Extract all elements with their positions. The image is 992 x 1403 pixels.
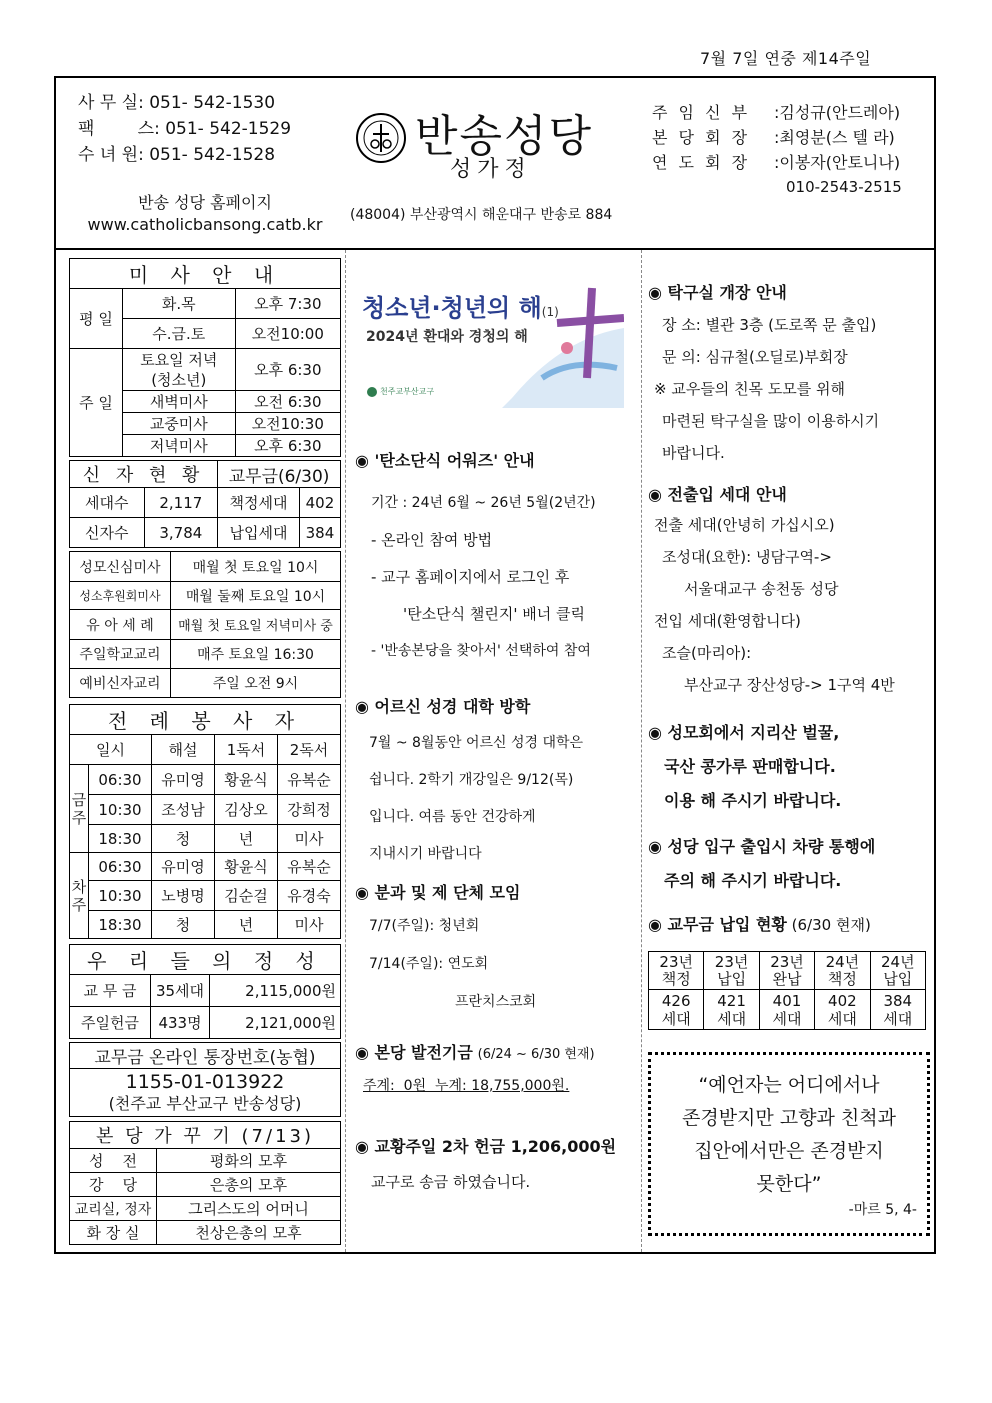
liturgy-person: 유경숙 [278, 881, 341, 911]
offering-amount: 2,121,000원 [210, 1007, 341, 1039]
elder-line: 지내시기 바랍니다 [369, 846, 482, 862]
banner-sup: (1) [541, 305, 559, 319]
traffic-line: 주의 해 주시기 바랍니다. [664, 871, 842, 890]
account-box [69, 1042, 341, 1117]
homepage-block [70, 192, 340, 236]
liturgy-person: 황윤식 [215, 765, 278, 795]
liturgy-person: 강희정 [278, 795, 341, 825]
office-phone: 사 무 실: 051- 542-1530 [78, 93, 276, 113]
pingpong-line: 바랍니다. [662, 444, 725, 462]
liturgy-person: 노병명 [152, 881, 215, 911]
fund-heading [355, 1040, 637, 1063]
cleaning-heading: 본 당 가 꾸 기 (7/13) [70, 1122, 341, 1149]
liturgy-time: 10:30 [89, 881, 152, 911]
liturgy-person: 김순걸 [215, 881, 278, 911]
youth-year-banner [362, 268, 624, 408]
parish-title: 반송성당 [415, 111, 594, 162]
liturgy-person: 년 [215, 825, 278, 853]
mass-day: 새벽미사 [123, 391, 236, 413]
staff-name: :이봉자(안토니나) [774, 153, 901, 172]
convent-phone: 수 녀 원: 051- 542-1528 [78, 145, 276, 165]
liturgy-time: 06:30 [89, 853, 152, 881]
pope-notice [355, 1132, 637, 1192]
liturgy-person: 황윤식 [215, 853, 278, 881]
mass-time: 오후 6:30 [235, 435, 340, 457]
members-label: 납입세대 [218, 518, 300, 548]
cleaning-group: 그리스도의 어머니 [157, 1197, 341, 1221]
dues-col: 23년 완납 [759, 952, 814, 990]
carbon-line: - 온라인 참여 방법 [371, 531, 493, 549]
offering-name: 주일헌금 [70, 1007, 151, 1039]
quote-line: 집안에서만은 존경받지 [694, 1140, 884, 1162]
liturgy-person: 년 [215, 911, 278, 939]
moves-line: 부산교구 장산성당-> 1구역 4반 [684, 676, 895, 694]
staff-role: 연 도 회 장 [652, 153, 751, 172]
contact-block [78, 90, 291, 168]
carbon-heading: ◉ '탄소단식 어워즈' 안내 [355, 451, 535, 470]
offering-table [69, 944, 341, 1039]
staff-row [652, 100, 900, 125]
groups-line: 7/7(주일): 청년회 [369, 918, 480, 934]
liturgy-person: 유복순 [278, 765, 341, 795]
dues-val: 401 세대 [759, 990, 814, 1030]
event-time: 매월 둘째 토요일 10시 [171, 582, 341, 610]
liturgy-table [69, 704, 341, 939]
pingpong-heading: ◉ 탁구실 개장 안내 [648, 283, 787, 302]
liturgy-person: 미사 [278, 825, 341, 853]
members-value: 402 [299, 488, 340, 518]
event-time: 주일 오전 9시 [171, 669, 341, 698]
cleaning-place: 성 전 [70, 1149, 157, 1173]
liturgy-person: 김상오 [215, 795, 278, 825]
liturgy-col: 1독서 [215, 735, 278, 765]
fund-line: 주계: 0원 누계: 18,755,000원. [363, 1078, 570, 1094]
quote-line: 존경받지만 고향과 친척과 [682, 1107, 896, 1129]
mass-heading: 미 사 안 내 [70, 259, 341, 289]
quote-line: “예언자는 어디에서나 [698, 1074, 880, 1096]
event-schedule [69, 551, 341, 698]
fund-notice [355, 1040, 637, 1095]
members-value: 2,117 [144, 488, 218, 518]
dues-status [648, 912, 930, 1030]
staff-row [652, 150, 900, 175]
honey-line: ◉ 성모회에서 지리산 벌꿀, [648, 723, 840, 742]
offering-name: 교 무 금 [70, 975, 151, 1007]
account-heading: 교무금 온라인 통장번호(농협) [70, 1043, 341, 1069]
moves-heading: ◉ 전출입 세대 안내 [648, 485, 787, 504]
homepage-link[interactable]: www.catholicbansong.catb.kr [87, 215, 323, 234]
staff-role: 주 임 신 부 [652, 103, 751, 122]
staff-block [652, 100, 900, 175]
dues-status-title: ◉ 교무금 납입 현황 [648, 915, 787, 934]
fund-heading-note: (6/24 ~ 6/30 현재) [477, 1047, 595, 1062]
dues-col: 23년 책정 [649, 952, 704, 990]
members-value: 3,784 [144, 518, 218, 548]
moves-line: 조슬(마리아): [662, 644, 752, 662]
moves-notice [648, 482, 930, 701]
parish-logo-icon [355, 112, 407, 164]
account-holder: (천주교 부산교구 반송성당) [108, 1093, 302, 1113]
carbon-line: - '반송본당을 찾아서' 선택하여 참여 [371, 643, 591, 659]
next-week-label: 차 주 [70, 853, 89, 939]
event-name: 성모신심미사 [70, 552, 171, 582]
cleaning-place: 강 당 [70, 1173, 157, 1197]
event-name: 주일학교교리 [70, 640, 171, 669]
staff-role: 본 당 회 장 [652, 128, 751, 147]
mass-time: 오전10:30 [235, 413, 340, 435]
honey-line: 이용 해 주시기 바랍니다. [664, 791, 842, 810]
event-name: 예비신자교리 [70, 669, 171, 698]
liturgy-person: 조성남 [152, 795, 215, 825]
members-value: 384 [299, 518, 340, 548]
dues-val: 421 세대 [704, 990, 759, 1030]
liturgy-time: 18:30 [89, 825, 152, 853]
traffic-line: ◉ 성당 입구 출입시 차량 통행에 [648, 837, 876, 856]
liturgy-time: 06:30 [89, 765, 152, 795]
groups-line: 7/14(주일): 연도회 [369, 956, 489, 972]
event-time: 매월 첫 토요일 10시 [171, 552, 341, 582]
elder-line: 입니다. 여름 동안 건강하게 [369, 809, 536, 825]
liturgy-person: 유미영 [152, 853, 215, 881]
banner-subtitle: 2024년 환대와 경청의 해 [366, 329, 528, 345]
cleaning-table [69, 1121, 341, 1245]
liturgy-heading: 전 례 봉 사 자 [70, 705, 341, 735]
mass-day: 토요일 저녁 (청소년) [123, 349, 236, 391]
members-label: 책정세대 [218, 488, 300, 518]
header-divider [54, 248, 936, 250]
staff-phone: 010-2543-2515 [786, 178, 902, 196]
liturgy-person: 미사 [278, 911, 341, 939]
liturgy-person: 청 [152, 825, 215, 853]
elder-heading: ◉ 어르신 성경 대학 방학 [355, 697, 531, 716]
dues-val: 384 세대 [870, 990, 925, 1030]
this-week-label: 금 주 [70, 765, 89, 853]
cleaning-group: 은총의 모후 [157, 1173, 341, 1197]
scripture-quote [648, 1052, 930, 1236]
pope-line: 교구로 송금 하였습니다. [371, 1173, 531, 1191]
mass-time: 오전 6:30 [235, 391, 340, 413]
issue-date: 7월 7일 연중 제14주일 [700, 49, 872, 68]
traffic-notice [648, 830, 930, 898]
fund-heading-text: ◉ 본당 발전기금 [355, 1043, 473, 1062]
mass-time: 오전10:00 [235, 319, 340, 349]
groups-notice [355, 878, 637, 1021]
dues-status-note: (6/30 현재) [791, 916, 871, 934]
liturgy-person: 유미영 [152, 765, 215, 795]
account-number: 1155-01-013922 [125, 1070, 285, 1093]
pingpong-notice [648, 280, 930, 469]
bulletin-subtitle: 성가정 [450, 157, 532, 182]
honey-line: 국산 콩가루 판매합니다. [664, 757, 836, 776]
quote-line: 못한다” [756, 1173, 822, 1195]
fax-number: 팩 스: 051- 542-1529 [78, 119, 292, 139]
quote-source: -마르 5, 4- [848, 1202, 917, 1218]
carbon-line: '탄소단식 챌린지' 배너 클릭 [403, 605, 585, 623]
carbon-line: 기간 : 24년 6월 ~ 26년 5월(2년간) [371, 495, 596, 511]
parish-address: (48004) 부산광역시 해운대구 반송로 884 [350, 207, 613, 223]
mass-time: 오후 6:30 [235, 349, 340, 391]
moves-line: 서울대교구 송천동 성당 [684, 580, 839, 598]
sunday-label: 주 일 [70, 349, 123, 457]
column-divider [641, 250, 642, 1252]
groups-heading: ◉ 분과 및 제 단체 모임 [355, 883, 521, 902]
mass-day: 화.목 [123, 289, 236, 319]
weekday-label: 평 일 [70, 289, 123, 349]
banner-diocese: 천주교부산교구 [380, 387, 435, 396]
column-divider [345, 250, 346, 1252]
event-time: 매주 토요일 16:30 [171, 640, 341, 669]
banner-title [362, 288, 559, 323]
liturgy-col: 해설 [152, 735, 215, 765]
event-time: 매월 첫 토요일 저녁미사 중 [171, 610, 341, 640]
elder-line: 쉽니다. 2학기 개강일은 9/12(목) [369, 772, 574, 788]
elder-notice [355, 692, 637, 873]
mass-time: 오후 7:30 [235, 289, 340, 319]
cleaning-group: 천상은총의 모후 [157, 1221, 341, 1245]
mass-day: 교중미사 [123, 413, 236, 435]
moves-line: 전출 세대(안녕히 가십시오) [654, 516, 835, 534]
liturgy-person: 유복순 [278, 853, 341, 881]
pingpong-line: 마련된 탁구실을 많이 이용하시기 [662, 412, 880, 430]
mass-schedule [69, 258, 341, 457]
dues-val: 426 세대 [649, 990, 704, 1030]
elder-line: 7월 ~ 8월동안 어르신 성경 대학은 [369, 735, 584, 751]
members-heading: 신 자 현 황 [70, 461, 218, 488]
members-label: 세대수 [70, 488, 145, 518]
pingpong-line: 문 의: 심규철(오딜로)부회장 [662, 348, 848, 366]
liturgy-time: 10:30 [89, 795, 152, 825]
carbon-notice [355, 446, 637, 670]
cleaning-place: 화 장 실 [70, 1221, 157, 1245]
dues-status-heading [648, 912, 930, 935]
banner-title-text: 청소년·청년의 해 [362, 294, 542, 322]
cleaning-group: 평화의 모후 [157, 1149, 341, 1173]
homepage-label: 반송 성당 홈페이지 [138, 193, 272, 212]
dues-val: 402 세대 [815, 990, 870, 1030]
liturgy-col: 2독서 [278, 735, 341, 765]
groups-line: 프란치스코회 [455, 994, 537, 1010]
dues-heading: 교무금(6/30) [218, 461, 341, 488]
cleaning-place: 교리실, 정자 [70, 1197, 157, 1221]
offering-amount: 2,115,000원 [210, 975, 341, 1007]
moves-line: 조성대(요한): 냉담구역-> [662, 548, 832, 566]
offering-heading: 우 리 들 의 정 성 [70, 945, 341, 975]
staff-name: :최영분(스 텔 라) [774, 128, 895, 147]
carbon-line: - 교구 홈페이지에서 로그인 후 [371, 568, 570, 586]
members-label: 신자수 [70, 518, 145, 548]
mass-day: 수.금.토 [123, 319, 236, 349]
event-name: 성소후원회미사 [70, 582, 171, 610]
pingpong-line: ※ 교우들의 친목 도모를 위해 [654, 380, 846, 398]
moves-line: 전입 세대(환영합니다) [654, 612, 801, 630]
dues-col: 24년 납입 [870, 952, 925, 990]
members-table [69, 460, 341, 548]
pope-heading: ◉ 교황주일 2차 헌금 1,206,000원 [355, 1137, 617, 1156]
offering-count: 433명 [151, 1007, 210, 1039]
staff-name: :김성규(안드레아) [774, 103, 901, 122]
liturgy-col: 일시 [70, 735, 152, 765]
mass-day: 저녁미사 [123, 435, 236, 457]
dues-col: 24년 책정 [815, 952, 870, 990]
honey-notice [648, 716, 930, 818]
pingpong-line: 장 소: 별관 3층 (도로쪽 문 출입) [662, 316, 877, 334]
offering-count: 35세대 [151, 975, 210, 1007]
liturgy-time: 18:30 [89, 911, 152, 939]
dues-col: 23년 납입 [704, 952, 759, 990]
staff-row [652, 125, 900, 150]
event-name: 유 아 세 례 [70, 610, 171, 640]
liturgy-person: 청 [152, 911, 215, 939]
